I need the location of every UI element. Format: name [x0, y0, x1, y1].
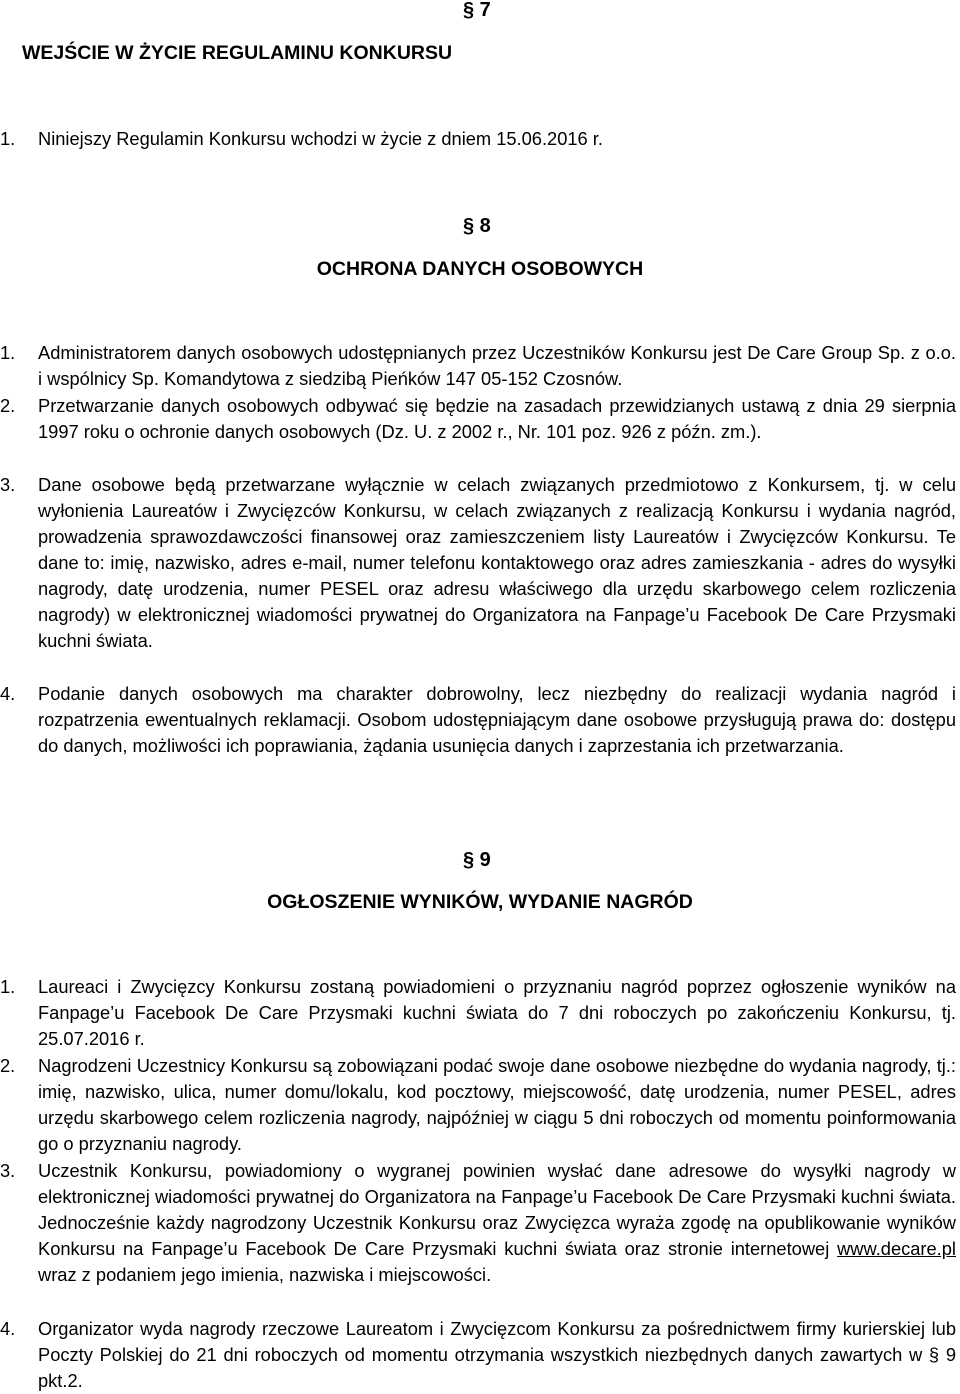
- list-item: [0, 126, 960, 152]
- item-number: 2.: [0, 1055, 16, 1076]
- item-text-after: wraz z podaniem jego imienia, nazwiska i miejscowości.: [38, 1264, 492, 1285]
- section-9-title: OGŁOSZENIE WYNIKÓW, WYDANIE NAGRÓD: [267, 891, 693, 913]
- list-item: [0, 340, 960, 392]
- item-text: [38, 1158, 956, 1288]
- decare-website-link[interactable]: www.decare.pl: [837, 1238, 956, 1259]
- list-item: [0, 472, 960, 654]
- item-number: 3.: [0, 1160, 16, 1181]
- list-item: [0, 1053, 960, 1157]
- list-item: [0, 974, 960, 1052]
- list-item: [0, 681, 960, 759]
- item-text: Przetwarzanie danych osobowych odbywać się będzie na zasadach przewidzianych ustawą z dnia 29 sierpnia 1997 roku o ochronie danych osobowych (Dz. U. z 2002 r., Nr. 101 poz. 926 z późn. zm.).: [38, 395, 956, 442]
- section-9-mark: § 9: [463, 849, 491, 871]
- item-number: 4.: [0, 1318, 16, 1339]
- section-8-mark: § 8: [463, 215, 491, 237]
- item-number: 4.: [0, 683, 16, 704]
- item-text: Nagrodzeni Uczestnicy Konkursu są zobowiązani podać swoje dane osobowe niezbędne do wydania nagrody, tj.: imię, nazwisko, ulica, numer domu/lokalu, kod pocztowy, miejscowość, datę urodzenia, numer PESEL, adres urzędu skarbowego celem rozliczenia nagrody, najpóźniej w ciągu 5 dni roboczych od momentu poinformowania go o przyznaniu nagrody.: [38, 1055, 956, 1154]
- item-text: Organizator wyda nagrody rzeczowe Laureatom i Zwycięzcom Konkursu za pośrednictwem firmy kurierskiej lub Poczty Polskiej do 21 dni roboczych od momentu otrzymania wszystkich niezbędnych danych zawartych w § 9 pkt.2.: [38, 1318, 956, 1391]
- item-text: Niniejszy Regulamin Konkursu wchodzi w życie z dniem 15.06.2016 r.: [38, 128, 603, 149]
- item-number: 3.: [0, 474, 16, 495]
- item-text: Podanie danych osobowych ma charakter dobrowolny, lecz niezbędny do realizacji wydania nagród i rozpatrzenia ewentualnych reklamacji. Osobom udostępniającym dane osobowe przysługują prawa do: dostępu do danych, możliwości ich poprawiania, żądania usunięcia danych i zaprzestania ich przetwarzania.: [38, 683, 956, 756]
- section-7-title: WEJŚCIE W ŻYCIE REGULAMINU KONKURSU: [22, 42, 453, 64]
- item-text-before: Uczestnik Konkursu, powiadomiony o wygranej powinien wysłać dane adresowe do wysyłki nagrody w elektronicznej wiadomości prywatnej do Organizatora na Fanpage’u Facebook De Care Przysmaki kuchni świata. Jednocześnie każdy nagrodzony Uczestnik Konkursu oraz Zwycięzca wyraża zgodę na opublikowanie wyników Konkursu na Fanpage’u Facebook De Care Przysmaki kuchni świata oraz stronie internetowej: [38, 1160, 956, 1259]
- item-text: Dane osobowe będą przetwarzane wyłącznie w celach związanych przedmiotowo z Konkursem, tj. w celu wyłonienia Laureatów i Zwycięzców Konkursu, w celach związanych z realizacją Konkursu i wydania nagród, prowadzenia sprawozdawczości finansowej oraz zamieszczeniem listy Laureatów i Zwycięzców Konkursu. Te dane to: imię, nazwisko, adres e-mail, numer telefonu kontaktowego oraz adres zamieszkania - adres do wysyłki nagrody, datę urodzenia, numer PESEL oraz adresu właściwego dla urzędu skarbowego celem rozliczenia nagrody) w elektronicznej wiadomości prywatnej do Organizatora na Fanpage’u Facebook De Care Przysmaki kuchni świata.: [38, 474, 956, 651]
- item-text: Laureaci i Zwycięzcy Konkursu zostaną powiadomieni o przyznaniu nagród poprzez ogłoszenie wyników na Fanpage’u Facebook De Care Przysmaki kuchni świata do 7 dni roboczych po zakończeniu Konkursu, tj. 25.07.2016 r.: [38, 976, 956, 1049]
- list-item: [0, 1316, 960, 1394]
- item-number: 1.: [0, 976, 16, 997]
- item-number: 1.: [0, 342, 16, 363]
- item-number: 2.: [0, 395, 16, 416]
- list-item: [0, 393, 960, 445]
- item-number: 1.: [0, 128, 16, 149]
- list-item: [0, 1158, 960, 1288]
- section-8-title: OCHRONA DANYCH OSOBOWYCH: [316, 258, 644, 280]
- item-text: Administratorem danych osobowych udostępnianych przez Uczestników Konkursu jest De Care Group Sp. z o.o. i wspólnicy Sp. Komandytowa z siedzibą Pieńków 147 05-152 Czosnów.: [38, 342, 956, 389]
- section-7-mark: § 7: [463, 0, 491, 21]
